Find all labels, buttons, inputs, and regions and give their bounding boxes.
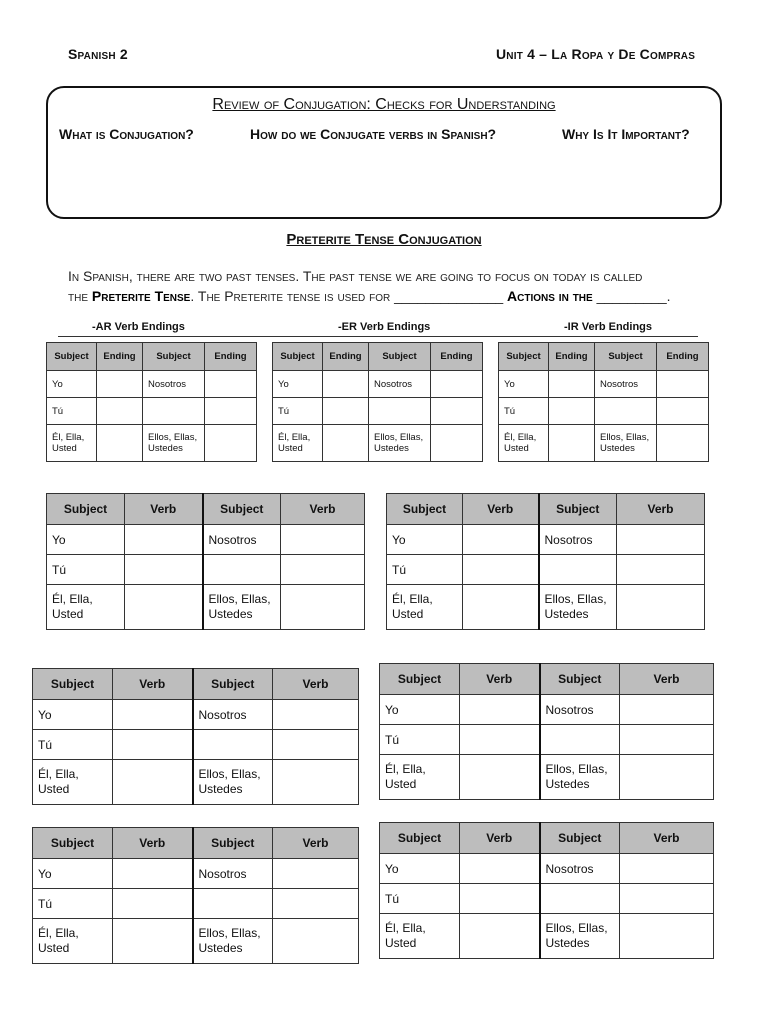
col-subject: Subject: [193, 828, 273, 859]
verb-table-3: [32, 668, 359, 805]
ending-cell[interactable]: [431, 425, 483, 462]
subject-yo: Yo: [47, 525, 125, 555]
verb-cell[interactable]: [463, 585, 539, 630]
question-how-conjugate: How do we Conjugate verbs in Spanish?: [250, 126, 497, 142]
col-verb: Verb: [617, 494, 705, 525]
empty-cell: [539, 555, 617, 585]
intro-line-2c: _________.: [592, 288, 671, 304]
subject-yo: Yo: [47, 371, 97, 398]
subject-tu: Tú: [47, 555, 125, 585]
ending-cell[interactable]: [657, 371, 709, 398]
ending-cell[interactable]: [657, 425, 709, 462]
verb-cell[interactable]: [273, 919, 359, 964]
col-subject: Subject: [540, 823, 620, 854]
ending-cell[interactable]: [97, 425, 143, 462]
subject-yo: Yo: [273, 371, 323, 398]
course-title: Spanish 2: [68, 46, 128, 62]
empty-cell: [193, 730, 273, 760]
verb-cell[interactable]: [617, 525, 705, 555]
verb-cell[interactable]: [460, 695, 540, 725]
subject-ellos-ellas-ustedes: Ellos, Ellas, Ustedes: [540, 914, 620, 959]
verb-cell[interactable]: [273, 700, 359, 730]
col-ending: Ending: [657, 343, 709, 371]
empty-cell: [369, 398, 431, 425]
subject-tu: Tú: [47, 398, 97, 425]
verb-cell[interactable]: [113, 700, 193, 730]
verb-cell[interactable]: [620, 695, 714, 725]
col-ending: Ending: [97, 343, 143, 371]
subject-nosotros: Nosotros: [369, 371, 431, 398]
verb-cell[interactable]: [460, 854, 540, 884]
col-verb: Verb: [125, 494, 203, 525]
verb-cell[interactable]: [113, 889, 193, 919]
verb-cell[interactable]: [273, 859, 359, 889]
subject-ellos-ellas-ustedes: Ellos, Ellas, Ustedes: [203, 585, 281, 630]
col-verb: Verb: [460, 823, 540, 854]
empty-cell: [540, 725, 620, 755]
col-subject: Subject: [499, 343, 549, 371]
col-subject: Subject: [540, 664, 620, 695]
col-verb: Verb: [113, 669, 193, 700]
verb-table-1: [46, 493, 365, 630]
col-verb: Verb: [463, 494, 539, 525]
col-subject: Subject: [380, 823, 460, 854]
ir-endings-table: [498, 342, 709, 462]
subject-nosotros: Nosotros: [143, 371, 205, 398]
verb-table-2: [386, 493, 705, 630]
subject-el-ella-usted: Él, Ella, Usted: [380, 755, 460, 800]
verb-table-6: [379, 822, 714, 959]
col-subject: Subject: [47, 494, 125, 525]
verb-table-5: [32, 827, 359, 964]
subject-ellos-ellas-ustedes: Ellos, Ellas, Ustedes: [369, 425, 431, 462]
subject-nosotros: Nosotros: [203, 525, 281, 555]
subject-ellos-ellas-ustedes: Ellos, Ellas, Ustedes: [143, 425, 205, 462]
intro-line-2a: the: [68, 288, 92, 304]
ending-cell[interactable]: [97, 371, 143, 398]
empty-cell: [595, 398, 657, 425]
intro-line-1: In Spanish, there are two past tenses. The past tense we are going to focus on today is called: [68, 268, 643, 284]
intro-paragraph: [68, 266, 728, 306]
empty-cell: [273, 730, 359, 760]
subject-el-ella-usted: Él, Ella, Usted: [33, 760, 113, 805]
subject-nosotros: Nosotros: [539, 525, 617, 555]
col-subject: Subject: [33, 828, 113, 859]
verb-cell[interactable]: [620, 755, 714, 800]
subject-nosotros: Nosotros: [540, 854, 620, 884]
col-verb: Verb: [281, 494, 365, 525]
verb-cell[interactable]: [460, 755, 540, 800]
intro-line-2b: . The Preterite tense is used for ______________: [190, 288, 508, 304]
subject-ellos-ellas-ustedes: Ellos, Ellas, Ustedes: [193, 760, 273, 805]
verb-cell[interactable]: [113, 730, 193, 760]
subject-nosotros: Nosotros: [193, 859, 273, 889]
col-subject: Subject: [387, 494, 463, 525]
verb-cell[interactable]: [463, 525, 539, 555]
ending-cell[interactable]: [323, 398, 369, 425]
ending-cell[interactable]: [97, 398, 143, 425]
subject-tu: Tú: [499, 398, 549, 425]
subject-nosotros: Nosotros: [193, 700, 273, 730]
subject-el-ella-usted: Él, Ella, Usted: [499, 425, 549, 462]
subject-ellos-ellas-ustedes: Ellos, Ellas, Ustedes: [193, 919, 273, 964]
verb-cell[interactable]: [617, 585, 705, 630]
empty-cell: [540, 884, 620, 914]
er-endings-title: -ER Verb Endings: [338, 321, 431, 333]
col-verb: Verb: [273, 828, 359, 859]
ending-cell[interactable]: [431, 371, 483, 398]
subject-el-ella-usted: Él, Ella, Usted: [387, 585, 463, 630]
empty-cell: [205, 398, 257, 425]
subject-yo: Yo: [499, 371, 549, 398]
col-verb: Verb: [460, 664, 540, 695]
verb-cell[interactable]: [460, 725, 540, 755]
empty-cell: [203, 555, 281, 585]
col-subject: Subject: [203, 494, 281, 525]
col-subject: Subject: [369, 343, 431, 371]
empty-cell: [657, 398, 709, 425]
col-verb: Verb: [620, 823, 714, 854]
ending-cell[interactable]: [549, 398, 595, 425]
empty-cell: [281, 555, 365, 585]
er-endings-table: [272, 342, 483, 462]
subject-yo: Yo: [380, 695, 460, 725]
empty-cell: [273, 889, 359, 919]
ar-endings-title: -AR Verb Endings: [92, 321, 185, 333]
col-verb: Verb: [273, 669, 359, 700]
col-subject: Subject: [33, 669, 113, 700]
subject-el-ella-usted: Él, Ella, Usted: [47, 585, 125, 630]
verb-cell[interactable]: [125, 525, 203, 555]
verb-cell[interactable]: [460, 914, 540, 959]
ending-cell[interactable]: [205, 425, 257, 462]
subject-el-ella-usted: Él, Ella, Usted: [33, 919, 113, 964]
verb-table-4: [379, 663, 714, 800]
question-why-important: Why Is It Important?: [562, 126, 690, 142]
subject-yo: Yo: [380, 854, 460, 884]
subject-el-ella-usted: Él, Ella, Usted: [47, 425, 97, 462]
verb-cell[interactable]: [281, 585, 365, 630]
unit-title: Unit 4 – La Ropa y De Compras: [496, 46, 696, 62]
review-box: [46, 86, 722, 219]
empty-cell: [143, 398, 205, 425]
col-subject: Subject: [143, 343, 205, 371]
subject-ellos-ellas-ustedes: Ellos, Ellas, Ustedes: [595, 425, 657, 462]
ending-cell[interactable]: [205, 371, 257, 398]
verb-cell[interactable]: [273, 760, 359, 805]
subject-yo: Yo: [33, 859, 113, 889]
verb-cell[interactable]: [125, 585, 203, 630]
subject-tu: Tú: [380, 725, 460, 755]
empty-cell: [431, 398, 483, 425]
ir-endings-title: -IR Verb Endings: [564, 321, 653, 333]
subject-el-ella-usted: Él, Ella, Usted: [380, 914, 460, 959]
verb-cell[interactable]: [281, 525, 365, 555]
actions-term: Actions in the: [507, 288, 593, 304]
col-subject: Subject: [193, 669, 273, 700]
endings-rule: [58, 336, 698, 337]
subject-tu: Tú: [380, 884, 460, 914]
verb-cell[interactable]: [113, 760, 193, 805]
preterite-term: Preterite Tense: [91, 288, 191, 304]
col-subject: Subject: [380, 664, 460, 695]
verb-cell[interactable]: [113, 859, 193, 889]
col-ending: Ending: [205, 343, 257, 371]
empty-cell: [620, 725, 714, 755]
col-ending: Ending: [323, 343, 369, 371]
subject-ellos-ellas-ustedes: Ellos, Ellas, Ustedes: [539, 585, 617, 630]
col-subject: Subject: [273, 343, 323, 371]
verb-cell[interactable]: [463, 555, 539, 585]
subject-yo: Yo: [33, 700, 113, 730]
subject-tu: Tú: [387, 555, 463, 585]
ending-cell[interactable]: [549, 425, 595, 462]
subject-el-ella-usted: Él, Ella, Usted: [273, 425, 323, 462]
subject-tu: Tú: [273, 398, 323, 425]
ar-endings-table: [46, 342, 257, 462]
preterite-title: Preterite Tense Conjugation: [286, 231, 482, 248]
subject-yo: Yo: [387, 525, 463, 555]
verb-cell[interactable]: [620, 854, 714, 884]
subject-tu: Tú: [33, 730, 113, 760]
empty-cell: [617, 555, 705, 585]
verb-cell[interactable]: [113, 919, 193, 964]
col-subject: Subject: [539, 494, 617, 525]
empty-cell: [193, 889, 273, 919]
empty-cell: [620, 884, 714, 914]
col-ending: Ending: [549, 343, 595, 371]
ending-cell[interactable]: [323, 425, 369, 462]
ending-cell[interactable]: [549, 371, 595, 398]
col-subject: Subject: [47, 343, 97, 371]
subject-ellos-ellas-ustedes: Ellos, Ellas, Ustedes: [540, 755, 620, 800]
ending-cell[interactable]: [323, 371, 369, 398]
verb-cell[interactable]: [460, 884, 540, 914]
col-subject: Subject: [595, 343, 657, 371]
subject-tu: Tú: [33, 889, 113, 919]
col-verb: Verb: [113, 828, 193, 859]
question-what-is-conjugation: What is Conjugation?: [59, 126, 194, 142]
verb-cell[interactable]: [620, 914, 714, 959]
subject-nosotros: Nosotros: [595, 371, 657, 398]
subject-nosotros: Nosotros: [540, 695, 620, 725]
verb-cell[interactable]: [125, 555, 203, 585]
col-ending: Ending: [431, 343, 483, 371]
review-title: Review of Conjugation: Checks for Understanding: [212, 96, 556, 113]
col-verb: Verb: [620, 664, 714, 695]
